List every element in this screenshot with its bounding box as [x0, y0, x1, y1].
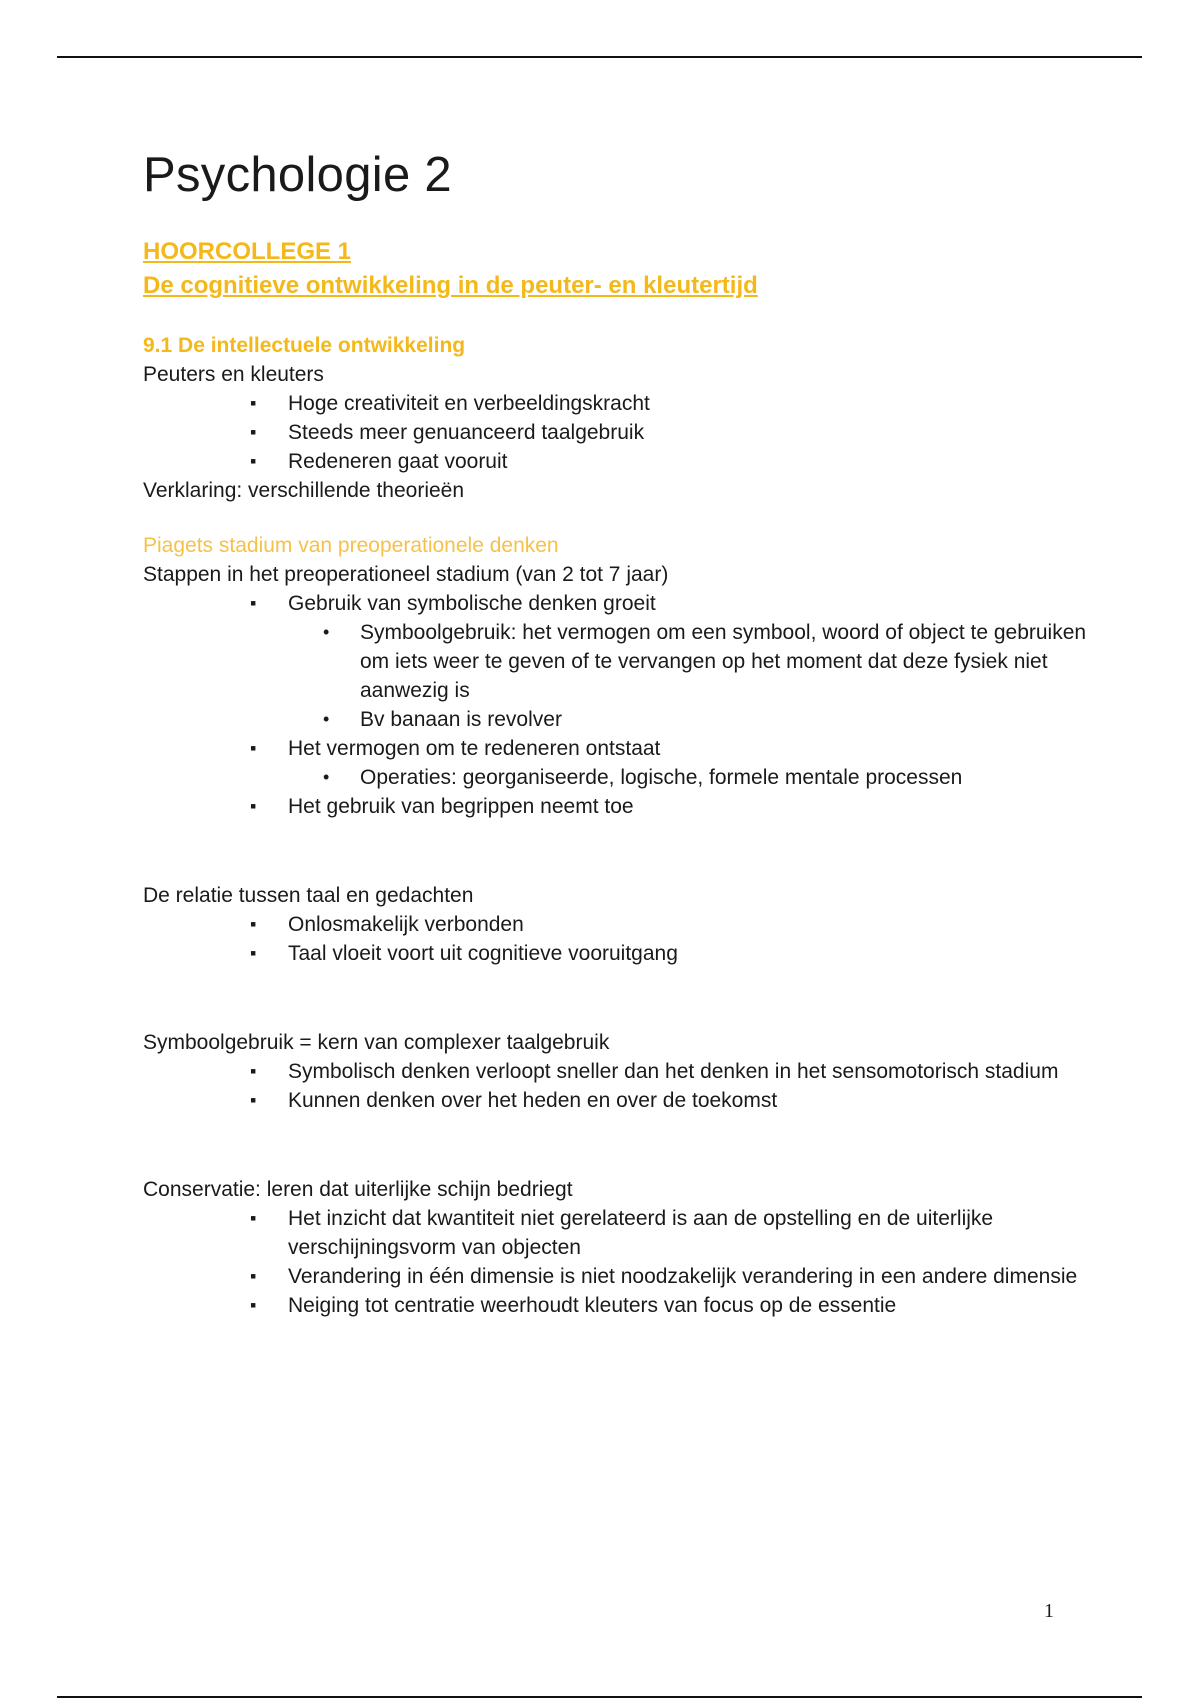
list-item: ▪ Het gebruik van begrippen neemt toe [143, 792, 1103, 821]
symbol-list [143, 1057, 1103, 1115]
list-item: ▪ Kunnen denken over het heden en over de toekomst [143, 1086, 1103, 1115]
symbol-intro: Symboolgebruik = kern van complexer taalgebruik [143, 1031, 610, 1054]
list-item: ▪ Gebruik van symbolische denken groeit [143, 589, 1103, 618]
document-title: Psychologie 2 [143, 148, 452, 202]
piaget-heading: Piagets stadium van preoperationele denken [143, 534, 559, 557]
page-number: 1 [1044, 1600, 1054, 1622]
list-item: ▪ Verandering in één dimensie is niet noodzakelijk verandering in een andere dimensie [143, 1262, 1103, 1291]
list-item: ▪ Hoge creativiteit en verbeeldingskracht [143, 389, 1103, 418]
sub-list-item: • Bv banaan is revolver [143, 705, 1103, 734]
lecture-label: HOORCOLLEGE 1 [143, 238, 352, 265]
bottom-rule [57, 1696, 1142, 1698]
list-item: ▪ Steeds meer genuanceerd taalgebruik [143, 418, 1103, 447]
list-item: ▪ Redeneren gaat vooruit [143, 447, 1103, 476]
sub-list-item: • Symboolgebruik: het vermogen om een symbool, woord of object te gebruiken om iets weer te geven of te vervangen op het moment dat deze fysiek niet aanwezig is [143, 618, 1103, 705]
relation-list [143, 910, 1103, 968]
list-item: ▪ Onlosmakelijk verbonden [143, 910, 1103, 939]
lecture-title: De cognitieve ontwikkeling in de peuter- en kleutertijd [143, 272, 758, 299]
relation-intro: De relatie tussen taal en gedachten [143, 884, 474, 907]
list-item: ▪ Taal vloeit voort uit cognitieve vooruitgang [143, 939, 1103, 968]
section1-intro: Peuters en kleuters [143, 363, 324, 386]
conservation-list [143, 1204, 1103, 1320]
page-content [143, 145, 1103, 1320]
list-item: ▪ Symbolisch denken verloopt sneller dan het denken in het sensomotorisch stadium [143, 1057, 1103, 1086]
conservation-intro: Conservatie: leren dat uiterlijke schijn bedriegt [143, 1178, 573, 1201]
section-heading-intellectual: 9.1 De intellectuele ontwikkeling [143, 334, 466, 357]
piaget-intro: Stappen in het preoperationeel stadium (van 2 tot 7 jaar) [143, 563, 669, 586]
top-rule [57, 56, 1142, 58]
list-item: ▪ Neiging tot centratie weerhoudt kleuters van focus op de essentie [143, 1291, 1103, 1320]
list-item: ▪ Het vermogen om te redeneren ontstaat [143, 734, 1103, 763]
list-item: ▪ Het inzicht dat kwantiteit niet gerelateerd is aan de opstelling en de uiterlijke verschijningsvorm van objecten [143, 1204, 1103, 1262]
piaget-list [143, 589, 1103, 821]
section1-list [143, 389, 1103, 476]
sub-list-item: • Operaties: georganiseerde, logische, formele mentale processen [143, 763, 1103, 792]
section1-outro: Verklaring: verschillende theorieën [143, 479, 465, 502]
